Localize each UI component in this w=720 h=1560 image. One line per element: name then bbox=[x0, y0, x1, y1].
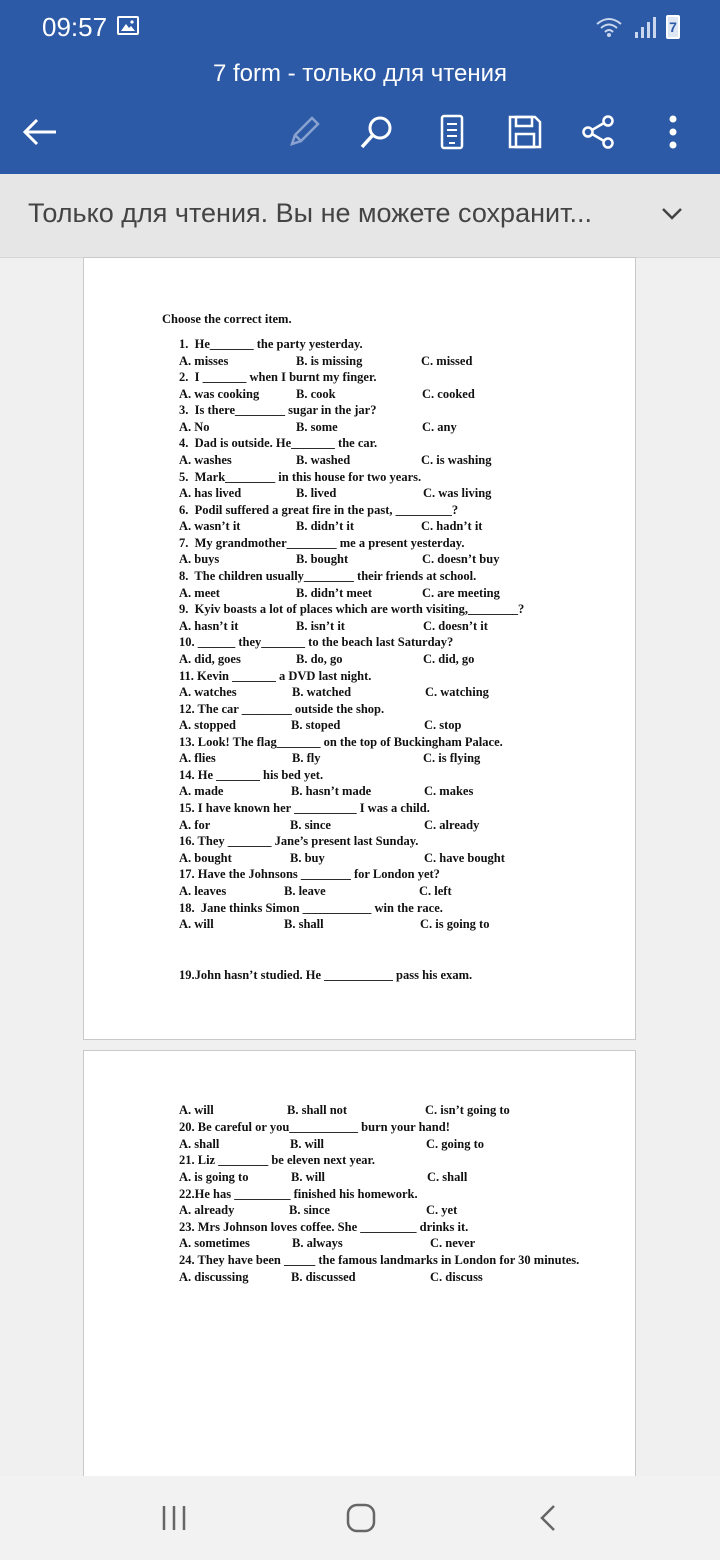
question-text: 2. I _______ when I burnt my finger. bbox=[179, 370, 377, 385]
option-b: B. stoped bbox=[291, 718, 341, 733]
question-text: 11. Kevin _______ a DVD last night. bbox=[179, 668, 372, 683]
option-c: C. isn’t going to bbox=[425, 1103, 510, 1117]
banner-text: Только для чтения. Вы не можете сохранит... bbox=[28, 198, 592, 228]
option-a: A. watches bbox=[179, 685, 237, 699]
option-a: A. was cooking bbox=[179, 386, 260, 401]
read-only-banner[interactable] bbox=[0, 174, 720, 258]
option-c: C. missed bbox=[421, 353, 473, 368]
chevron-down-icon[interactable] bbox=[660, 202, 684, 226]
option-b: B. cook bbox=[296, 386, 336, 401]
option-c: C. are meeting bbox=[422, 585, 500, 600]
pencil-edit-icon[interactable] bbox=[284, 112, 324, 152]
option-c: C. makes bbox=[424, 784, 474, 799]
status-icons bbox=[594, 14, 680, 40]
option-b: B. bought bbox=[296, 552, 349, 567]
option-b: B. discussed bbox=[291, 1269, 356, 1284]
question-text: 15. I have known her __________ I was a child. bbox=[179, 801, 430, 816]
option-a: A. has lived bbox=[179, 486, 242, 501]
document-page-1 bbox=[83, 257, 636, 1040]
option-b: B. leave bbox=[284, 883, 326, 898]
option-a: A. already bbox=[179, 1203, 235, 1218]
option-c: C. yet bbox=[426, 1203, 458, 1218]
question-text: 9. Kyiv boasts a lot of places which are worth visiting,________? bbox=[179, 602, 525, 617]
option-a: A. leaves bbox=[179, 883, 227, 898]
option-b: B. since bbox=[290, 817, 331, 832]
question-text: 7. My grandmother________ me a present yesterday. bbox=[179, 535, 465, 550]
option-b: B. watched bbox=[292, 685, 352, 699]
option-a: A. stopped bbox=[179, 718, 236, 733]
question-text: 21. Liz ________ be eleven next year. bbox=[179, 1153, 376, 1168]
option-b: B. shall bbox=[284, 917, 324, 932]
option-c: C. any bbox=[422, 419, 457, 434]
option-a: A. will bbox=[179, 917, 214, 932]
question-text: 14. He _______ his bed yet. bbox=[179, 767, 324, 782]
option-a: A. discussing bbox=[179, 1269, 249, 1284]
option-a: A. made bbox=[179, 784, 224, 799]
question-19: 19.John hasn’t studied. He ___________ pass his exam. bbox=[179, 968, 473, 982]
instruction: Choose the correct item. bbox=[162, 312, 292, 326]
option-a: A. No bbox=[179, 419, 210, 434]
option-b: B. shall not bbox=[287, 1103, 348, 1117]
search-icon[interactable] bbox=[357, 112, 397, 152]
question-text: 6. Podil suffered a great fire in the past, _________? bbox=[179, 502, 459, 517]
save-icon[interactable] bbox=[505, 112, 545, 152]
option-b: B. didn’t meet bbox=[296, 585, 373, 600]
option-a: A. sometimes bbox=[179, 1236, 250, 1251]
question-text: 13. Look! The flag_______ on the top of Buckingham Palace. bbox=[179, 734, 503, 749]
option-b: B. some bbox=[296, 419, 338, 434]
option-c: C. stop bbox=[424, 718, 462, 733]
option-c: C. doesn’t it bbox=[423, 618, 488, 633]
question-text: 16. They _______ Jane’s present last Sunday. bbox=[179, 834, 419, 849]
question-text: 8. The children usually________ their friends at school. bbox=[179, 569, 477, 584]
option-c: C. left bbox=[419, 883, 452, 898]
option-b: B. always bbox=[292, 1236, 343, 1251]
question-text: 4. Dad is outside. He_______ the car. bbox=[179, 436, 378, 451]
question-text: 10. ______ they_______ to the beach last Saturday? bbox=[179, 635, 454, 650]
question-text: 24. They have been _____ the famous landmarks in London for 30 minutes. bbox=[179, 1253, 580, 1268]
option-c: C. is washing bbox=[421, 452, 492, 467]
option-a: A. will bbox=[179, 1103, 214, 1117]
option-a: A. hasn’t it bbox=[179, 618, 239, 633]
option-c: C. watching bbox=[425, 685, 489, 699]
app-bar bbox=[0, 0, 720, 174]
question-text: 12. The car ________ outside the shop. bbox=[179, 701, 385, 716]
option-c: C. hadn’t it bbox=[421, 519, 483, 534]
recent-apps-icon[interactable] bbox=[154, 1498, 194, 1538]
option-c: C. is going to bbox=[420, 917, 490, 932]
battery-icon bbox=[666, 15, 680, 39]
option-b: B. do, go bbox=[296, 651, 343, 666]
question-text: 23. Mrs Johnson loves coffee. She _________ drinks it. bbox=[179, 1219, 469, 1234]
option-a: A. did, goes bbox=[179, 651, 241, 666]
option-b: B. didn’t it bbox=[296, 519, 355, 534]
reading-view-icon[interactable] bbox=[432, 112, 472, 152]
question-text: 22.He has _________ finished his homework. bbox=[179, 1186, 418, 1201]
option-b: B. washed bbox=[296, 452, 351, 467]
option-a: A. misses bbox=[179, 353, 229, 368]
signal-icon bbox=[634, 15, 656, 39]
question-text: 3. Is there________ sugar in the jar? bbox=[179, 403, 377, 418]
share-icon[interactable] bbox=[578, 112, 618, 152]
back-arrow-icon[interactable] bbox=[20, 112, 60, 152]
option-a: A. washes bbox=[179, 452, 232, 467]
option-b: B. buy bbox=[290, 850, 325, 865]
option-b: B. fly bbox=[292, 751, 321, 766]
option-a: A. wasn’t it bbox=[179, 519, 241, 534]
option-c: C. was living bbox=[423, 486, 492, 501]
question-text: 1. He_______ the party yesterday. bbox=[179, 337, 363, 351]
option-c: C. already bbox=[424, 817, 480, 832]
system-nav-bar bbox=[0, 1476, 720, 1560]
option-c: C. never bbox=[430, 1236, 476, 1251]
option-b: B. hasn’t made bbox=[291, 784, 372, 799]
document-title: 7 form - только для чтения bbox=[212, 60, 508, 87]
wifi-icon bbox=[594, 15, 624, 39]
status-time: 09:57 bbox=[42, 12, 108, 42]
more-options-icon[interactable] bbox=[653, 112, 693, 152]
question-text: 18. Jane thinks Simon ___________ win the race. bbox=[179, 900, 443, 915]
option-c: C. going to bbox=[426, 1136, 484, 1151]
back-nav-icon[interactable] bbox=[528, 1498, 568, 1538]
option-c: C. did, go bbox=[423, 651, 475, 666]
question-text: 17. Have the Johnsons ________ for London yet? bbox=[179, 867, 440, 882]
option-c: C. shall bbox=[427, 1169, 468, 1184]
option-b: B. is missing bbox=[296, 353, 363, 368]
option-b: B. isn’t it bbox=[296, 618, 345, 633]
question-text: 20. Be careful or you___________ burn your hand! bbox=[179, 1120, 450, 1134]
option-c: C. cooked bbox=[422, 386, 475, 401]
option-c: C. doesn’t buy bbox=[422, 552, 500, 567]
option-a: A. buys bbox=[179, 552, 220, 567]
option-c: C. is flying bbox=[423, 751, 481, 766]
option-b: B. since bbox=[289, 1203, 330, 1218]
option-b: B. will bbox=[291, 1169, 326, 1184]
option-c: C. discuss bbox=[430, 1269, 483, 1284]
option-a: A. bought bbox=[179, 850, 232, 865]
option-a: A. for bbox=[179, 817, 211, 832]
option-a: A. shall bbox=[179, 1136, 220, 1151]
option-a: A. flies bbox=[179, 751, 216, 766]
battery-level: 7 bbox=[669, 19, 677, 35]
question-text: 5. Mark________ in this house for two years. bbox=[179, 469, 422, 484]
option-a: A. is going to bbox=[179, 1169, 249, 1184]
home-icon[interactable] bbox=[341, 1498, 381, 1538]
document-page-2 bbox=[83, 1050, 636, 1480]
gallery-notification-icon bbox=[117, 16, 139, 35]
option-a: A. meet bbox=[179, 585, 220, 600]
option-b: B. lived bbox=[296, 486, 337, 501]
option-b: B. will bbox=[290, 1136, 325, 1151]
option-c: C. have bought bbox=[424, 850, 505, 865]
